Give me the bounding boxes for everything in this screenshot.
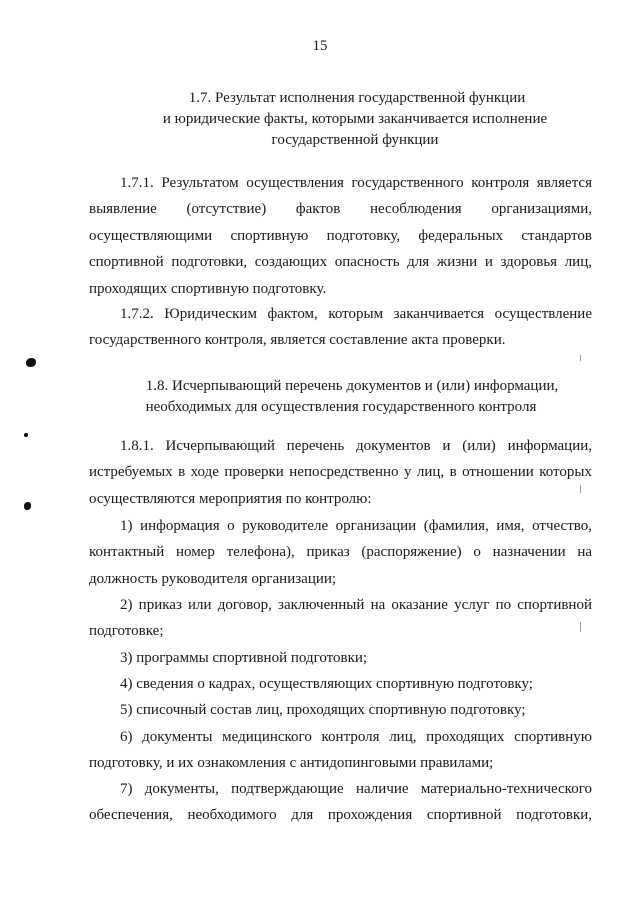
paragraph-line: 6) документы медицинского контроля лиц, проходящих спортивную	[120, 729, 592, 745]
list-item-3	[89, 645, 592, 671]
paragraph-line: 1) информация о руководителе организации (фамилия, имя, отчество,	[120, 518, 592, 534]
list-item-5	[89, 697, 592, 723]
paragraph-line: подготовке;	[89, 623, 164, 640]
heading-line: необходимых для осуществления государственного контроля	[145, 399, 537, 415]
scan-speck	[580, 355, 581, 361]
paragraph-line: 5) списочный состав лиц, проходящих спортивную подготовку;	[120, 702, 526, 718]
list-item-2	[89, 592, 592, 645]
paragraph-1-7-2	[89, 301, 592, 354]
list-item-4	[89, 671, 592, 697]
paragraph-line: 7) документы, подтверждающие наличие материально-технического	[120, 781, 592, 797]
paragraph-line: должность руководителя организации;	[89, 570, 337, 587]
heading-line: и юридические факты, которыми заканчивается исполнение	[162, 111, 548, 127]
paragraph-line: государственного контроля, является составление акта проверки.	[89, 332, 506, 349]
paragraph-line: 1.7.1. Результатом осуществления государственного контроля является	[120, 175, 592, 191]
paragraph-line: 1.7.2. Юридическим фактом, которым заканчивается осуществление	[120, 306, 592, 322]
paragraph-line: 3) программы спортивной подготовки;	[120, 650, 368, 666]
list-item-1	[89, 513, 592, 592]
paragraph-line: осуществляются мероприятия по контролю:	[89, 490, 372, 507]
list-item-7	[89, 776, 592, 829]
paragraph-1-7-1	[89, 170, 592, 302]
paragraph-line: истребуемых в ходе проверки непосредственно у лиц, в отношении которых	[89, 464, 592, 481]
paragraph-line: выявление (отсутствие) фактов несоблюдения организациями,	[89, 201, 592, 218]
paragraph-line: 2) приказ или договор, заключенный на оказание услуг по спортивной	[120, 597, 592, 613]
heading-line: 1.7. Результат исполнения государственной функции	[188, 90, 526, 106]
heading-line: 1.8. Исчерпывающий перечень документов и (или) информации,	[145, 378, 559, 394]
paragraph-line: проходящих спортивную подготовку.	[89, 280, 327, 297]
scan-mark	[24, 433, 28, 437]
paragraph-line: 1.8.1. Исчерпывающий перечень документов и (или) информации,	[120, 438, 592, 454]
heading-line: государственной функции	[271, 132, 439, 148]
paragraph-line: контактный номер телефона), приказ (распоряжение) о назначении на	[89, 544, 592, 561]
section-heading-1-7	[0, 88, 640, 151]
paragraph-line: осуществляющими спортивную подготовку, федеральных стандартов	[89, 227, 592, 244]
paragraph-line: подготовку, и их ознакомления с антидопинговыми правилами;	[89, 755, 494, 772]
scan-speck	[580, 622, 581, 632]
paragraph-line: спортивной подготовки, создающих опасность для жизни и здоровья лиц,	[89, 254, 592, 271]
paragraph-line: 4) сведения о кадрах, осуществляющих спортивную подготовку;	[120, 676, 533, 692]
list-item-6	[89, 724, 592, 777]
page-number: 15	[312, 38, 328, 54]
scan-mark	[24, 502, 31, 510]
paragraph-line: обеспечения, необходимого для прохождения спортивной подготовки,	[89, 807, 592, 824]
paragraph-1-8-1	[89, 433, 592, 512]
scan-speck	[580, 485, 581, 493]
scan-mark	[26, 358, 36, 367]
section-heading-1-8	[0, 376, 640, 418]
